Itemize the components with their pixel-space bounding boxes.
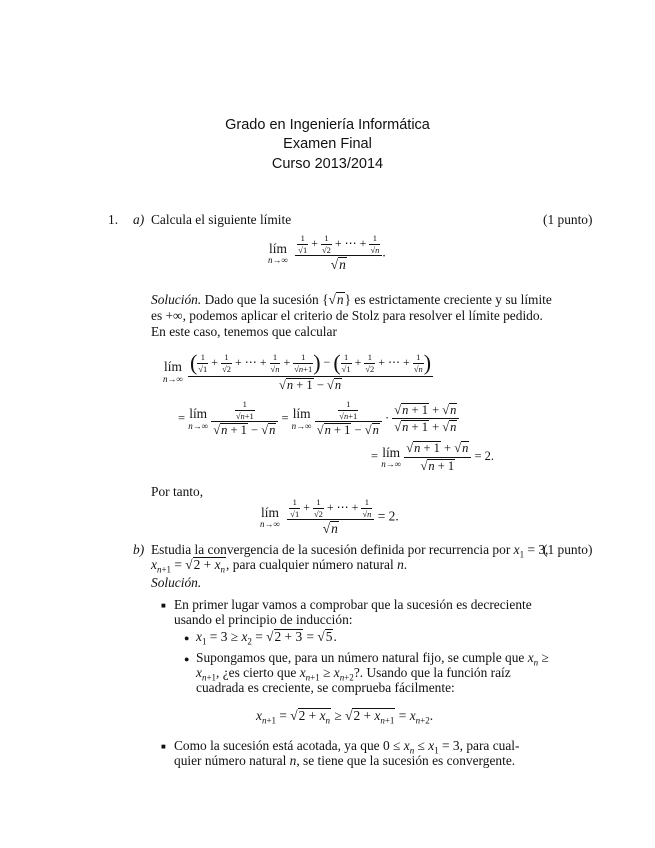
part-a-label: a) [133,212,145,227]
exam-title: Examen Final [283,136,372,152]
sub2-line3: cuadrada es creciente, se comprueba fácilmente: [196,680,455,695]
bullet-icon: ■ [161,601,166,610]
part-a-points: (1 punto) [543,212,593,227]
part-b-solution-label: Solución. [151,575,202,590]
solution-a-line3: En este caso, tenemos que calcular [151,324,337,339]
formula-limit-a: lím n→∞ $\frac{1}{√1}$ + $\frac{1}{√2}$ + ⋯ + $\frac{1}{√n}$ √n . [268,233,386,272]
part-b-points: (1 punto) [543,542,593,557]
problem-number: 1. [108,212,119,227]
sub2-line1: Supongamos que, para un número natural fijo, se cumple que $x_n$ ≥ [196,650,549,668]
por-tanto: Por tanto, [151,484,204,499]
course-title: Grado en Ingeniería Informática [225,117,430,133]
bullet1-line1: En primer lugar vamos a comprobar que la sucesión es decreciente [174,597,532,612]
bullet-icon: ■ [161,742,166,751]
bullet1-line2: usando el principio de inducción: [174,612,353,627]
lim-sub: n→∞ [268,255,288,266]
solution-a-line1: Solución. Dado que la sucesión {√n} es estrictamente creciente y su límite [151,292,552,307]
sub1-formula: $x_1 = 3 \ge x_2 = √2 + 3 = √5$. [196,629,337,647]
formula-stolz: lím n→∞ ( $\frac{1}{√1}$ + $\frac{1}{√2}$ + ⋯ + $\frac{1}{√n}$ + $\frac{1}{√n+1}$ ) − ( $\frac{1}{√1}$ + $\frac{1}{√2}$ + ⋯ + $\frac{1}{√n}$ ) √n + 1 − √n [163,350,432,393]
bullet2-line1: Como la sucesión está acotada, ya que $0 \le x_n \le x_1 = 3$, para cual- [174,738,520,756]
sub-bullet-icon: ● [184,633,190,643]
part-b-label: b) [133,542,145,557]
formula-stolz-step3: = lím n→∞ $\frac{√n + 1 + √n}{√n + 1}$ = 2. [371,441,495,473]
lim-word: lím [269,240,287,256]
sub-bullet-icon: ● [184,654,190,664]
formula-limit-a-result: lím n→∞ $\frac{1}{√1}$ + $\frac{1}{√2}$ + ⋯ + $\frac{1}{√n}$ √n = 2. [260,497,399,536]
part-b-statement-line1: Estudia la convergencia de la sucesión definida por recurrencia por $x_1 = 3$, [151,542,549,560]
sub2-line2: $x_{n+1}$, ¿es cierto que $x_{n+1} \ge x_{n+2}$?. Usando que la función raíz [196,665,511,683]
part-b-statement-line2: $x_{n+1} = √2 + x_n$, para cualquier número natural n. [151,557,408,575]
solution-a-line2: es +∞, podemos aplicar el criterio de Stolz para resolver el límite pedido. [151,308,543,323]
formula-stolz-step2: = lím n→∞ $\frac{\frac{1}{√n+1}}{√n + 1 - √n}$ = lím n→∞ $\frac{\frac{1}{√n+1}}{√n + 1 - √n}$ · $\frac{√n + 1 + √n}{√n + 1 + √n}$ [178,400,459,438]
sub2-formula: $x_{n+1} = √2 + x_n \ge √2 + x_{n+1} = x_{n+2}$. [256,708,434,726]
course-year: Curso 2013/2014 [271,156,384,172]
part-a-statement: Calcula el siguiente límite [151,212,292,227]
bullet2-line2: quier número natural n, se tiene que la sucesión es convergente. [174,753,516,768]
